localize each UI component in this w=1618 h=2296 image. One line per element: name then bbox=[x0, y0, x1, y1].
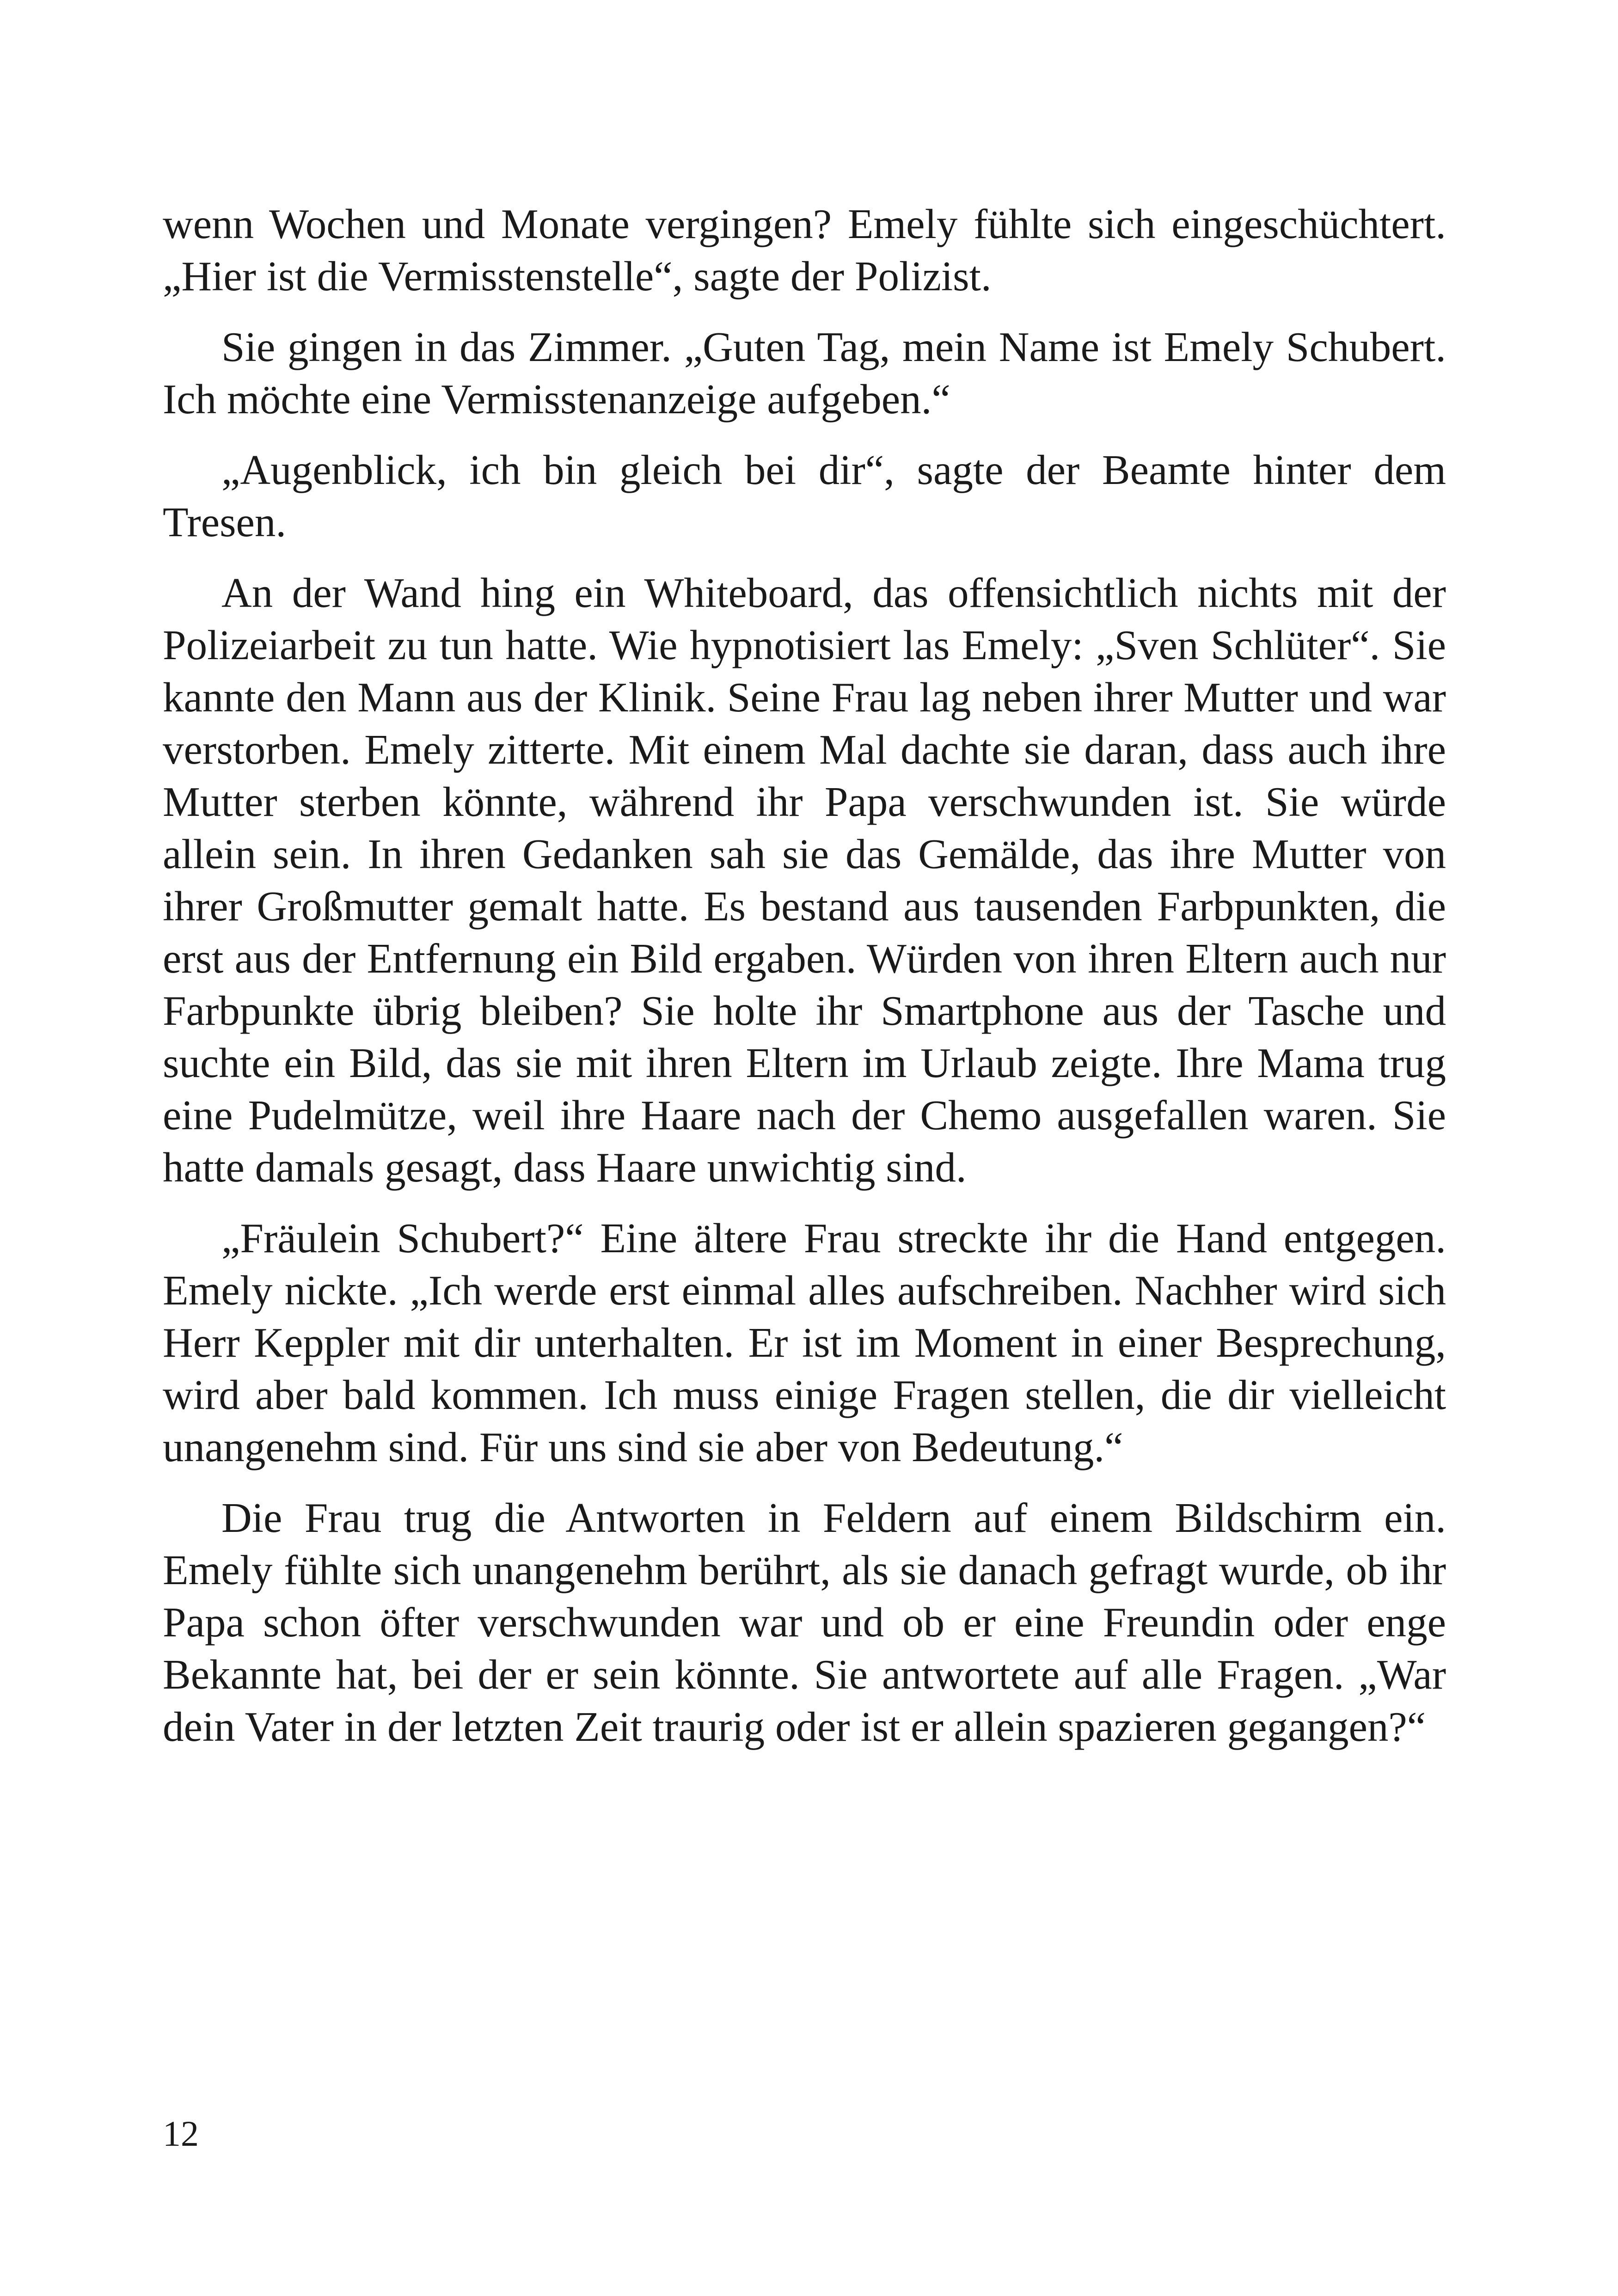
body-text bbox=[163, 198, 1446, 1771]
paragraph: „Augenblick, ich bin gleich bei dir“, sagte der Beamte hinter dem Tresen. bbox=[163, 447, 1446, 545]
paragraph: „Fräulein Schubert?“ Eine ältere Frau streckte ihr die Hand entgegen. Emely nickte. „Ich werde erst einmal alles aufschreiben. Nachher wird sich Herr Keppler mit dir unterhalten. Er ist im Moment in einer Besprechung, wird aber bald kommen. Ich muss einige Fragen stellen, die dir vielleicht unangenehm sind. Für uns sind sie aber von Bedeutung.“ bbox=[163, 1215, 1446, 1470]
page-number: 12 bbox=[163, 2113, 199, 2154]
paragraph: An der Wand hing ein Whiteboard, das offensichtlich nichts mit der Polizeiarbeit zu tun hatte. Wie hypnotisiert las Emely: „Sven Schlüter“. Sie kannte den Mann aus der Klinik. Seine Frau lag neben ihrer Mutter und war verstorben. Emely zitterte. Mit einem Mal dachte sie daran, dass auch ihre Mutter sterben könnte, während ihr Papa verschwunden ist. Sie würde allein sein. In ihren Gedanken sah sie das Gemälde, das ihre Mutter von ihrer Großmutter gemalt hatte. Es bestand aus tausenden Farbpunkten, die erst aus der Entfernung ein Bild ergaben. Würden von ihren Eltern auch nur Farbpunkte übrig bleiben? Sie holte ihr Smartphone aus der Tasche und suchte ein Bild, das sie mit ihren Eltern im Urlaub zeigte. Ihre Mama trug eine Pudelmütze, weil ihre Haare nach der Chemo ausgefallen waren. Sie hatte damals gesagt, dass Haare unwichtig sind. bbox=[163, 569, 1446, 1191]
paragraph: Sie gingen in das Zimmer. „Guten Tag, mein Name ist Emely Schubert. Ich möchte eine Vermisstenanzeige aufgeben.“ bbox=[163, 324, 1446, 422]
paragraph: Die Frau trug die Antworten in Feldern auf einem Bildschirm ein. Emely fühlte sich unangenehm berührt, als sie danach gefragt wurde, ob ihr Papa schon öfter verschwunden war und ob er eine Freundin oder enge Bekannte hat, bei der er sein könnte. Sie antwortete auf alle Fragen. „War dein Vater in der letzten Zeit traurig oder ist er allein spazieren gegangen?“ bbox=[163, 1494, 1446, 1750]
paragraph-continued: wenn Wochen und Monate vergingen? Emely fühlte sich eingeschüchtert. „Hier ist die Vermisstenstelle“, sagte der Polizist. bbox=[163, 201, 1446, 300]
